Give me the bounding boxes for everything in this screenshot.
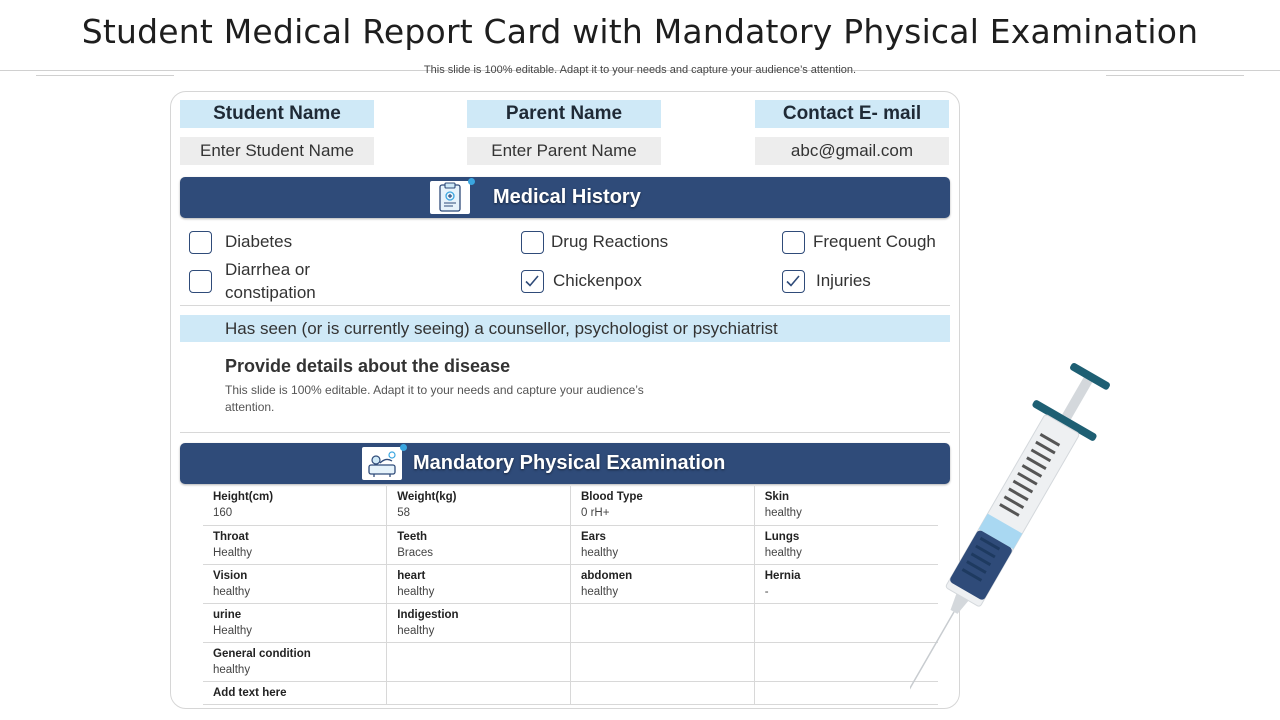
exam-cell[interactable] <box>571 564 755 603</box>
details-text[interactable]: This slide is 100% editable. Adapt it to your needs and capture your audience’s attention. <box>225 383 644 414</box>
exam-cell[interactable] <box>387 486 571 525</box>
page-title: Student Medical Report Card with Mandatory Physical Examination <box>81 12 1199 51</box>
table-row <box>203 642 938 681</box>
exam-icon <box>362 447 402 480</box>
frequent-cough-checkbox[interactable] <box>782 231 805 254</box>
exam-value: 0 rH+ <box>581 507 610 519</box>
medical-history-title: Medical History <box>493 186 641 208</box>
drug-reactions-checkbox[interactable] <box>521 231 544 254</box>
exam-cell[interactable] <box>203 486 387 525</box>
table-row <box>203 681 938 704</box>
check-icon <box>786 274 800 288</box>
exam-value: Healthy <box>213 546 252 559</box>
parent-name-field[interactable]: Enter Parent Name <box>467 137 661 165</box>
exam-value: healthy <box>397 624 435 637</box>
student-name-header: Student Name <box>180 100 374 128</box>
exam-label: abdomen <box>581 569 633 582</box>
drug-reactions-label: Drug Reactions <box>551 232 669 251</box>
contact-email-header: Contact E- mail <box>755 100 949 128</box>
exam-cell[interactable] <box>203 564 387 603</box>
section-divider <box>180 432 950 433</box>
exam-label: Height(cm) <box>213 491 274 503</box>
exam-cell[interactable] <box>571 525 755 564</box>
chickenpox-checkbox[interactable] <box>521 270 544 293</box>
exam-label: heart <box>397 569 426 582</box>
exam-label: Throat <box>213 530 249 543</box>
injuries-label: Injuries <box>816 271 871 290</box>
exam-value: Braces <box>397 546 434 559</box>
exam-label: Blood Type <box>581 491 643 503</box>
exam-cell[interactable] <box>571 681 755 704</box>
exam-cell[interactable] <box>387 564 571 603</box>
physical-exam-title: Mandatory Physical Examination <box>413 452 726 474</box>
exam-value: 58 <box>397 507 411 519</box>
chickenpox-label: Chickenpox <box>553 271 642 290</box>
table-row <box>203 564 938 603</box>
physical-exam-band <box>180 443 950 484</box>
exam-label: Lungs <box>764 530 800 543</box>
diarrhea-label: Diarrhea or constipation <box>225 260 316 302</box>
exam-value: - <box>764 585 769 598</box>
table-row <box>203 603 938 642</box>
contact-email-field[interactable]: abc@gmail.com <box>755 137 949 165</box>
exam-label: Vision <box>213 569 248 582</box>
table-row <box>203 486 938 525</box>
exam-value: 160 <box>213 507 233 519</box>
exam-label: General condition <box>213 647 311 660</box>
syringe-icon <box>910 360 1130 705</box>
counsellor-note: Has seen (or is currently seeing) a counsellor, psychologist or psychiatrist <box>180 315 950 342</box>
exam-cell[interactable] <box>571 603 755 642</box>
exam-cell[interactable] <box>203 681 387 704</box>
student-name-field[interactable]: Enter Student Name <box>180 137 374 165</box>
exam-cell[interactable] <box>203 525 387 564</box>
parent-name-header: Parent Name <box>467 100 661 128</box>
frequent-cough-label: Frequent Cough <box>813 232 936 251</box>
exam-value: healthy <box>764 507 802 519</box>
exam-value: Healthy <box>213 624 252 637</box>
exam-label: Teeth <box>397 530 428 543</box>
table-row <box>203 525 938 564</box>
exam-label: Add text here <box>213 686 287 699</box>
exam-label: Indigestion <box>397 608 459 621</box>
physical-exam-table <box>203 486 938 705</box>
check-icon <box>525 274 539 288</box>
diabetes-label: Diabetes <box>225 232 293 251</box>
exam-cell[interactable] <box>387 642 571 681</box>
exam-value: healthy <box>397 585 435 598</box>
exam-cell[interactable] <box>203 642 387 681</box>
details-title: Provide details about the disease <box>225 356 511 376</box>
exam-cell[interactable] <box>387 525 571 564</box>
exam-label: Skin <box>764 491 790 503</box>
exam-label: Weight(kg) <box>397 491 457 503</box>
exam-value: healthy <box>213 585 251 598</box>
exam-cell[interactable] <box>387 603 571 642</box>
exam-label: urine <box>213 608 242 621</box>
page-subtitle: This slide is 100% editable. Adapt it to your needs and capture your audience’s attention. <box>423 64 857 76</box>
exam-cell[interactable] <box>571 486 755 525</box>
exam-cell[interactable] <box>387 681 571 704</box>
exam-value: healthy <box>764 546 802 559</box>
exam-cell[interactable] <box>203 603 387 642</box>
exam-value: healthy <box>213 663 251 676</box>
exam-value: healthy <box>581 585 619 598</box>
exam-cell[interactable] <box>571 642 755 681</box>
exam-label: Hernia <box>764 569 801 582</box>
exam-value: healthy <box>581 546 619 559</box>
clipboard-icon <box>430 181 470 214</box>
exam-label: Ears <box>581 530 606 543</box>
medical-history-band <box>180 177 950 218</box>
section-divider <box>180 305 950 306</box>
injuries-checkbox[interactable] <box>782 270 805 293</box>
diabetes-checkbox[interactable] <box>189 231 212 254</box>
diarrhea-checkbox[interactable] <box>189 270 212 293</box>
